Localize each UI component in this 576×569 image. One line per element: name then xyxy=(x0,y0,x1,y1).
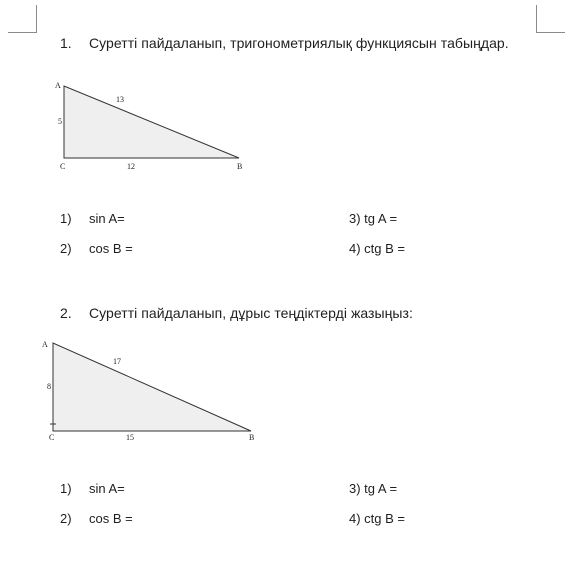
answer-label: cos B = xyxy=(89,241,133,256)
question-number: 1. xyxy=(60,35,72,51)
side-label-ab: 13 xyxy=(116,95,124,104)
vertex-label-a: A xyxy=(42,340,48,349)
answer-label: sin A= xyxy=(89,211,125,226)
answer-label: cos B = xyxy=(89,511,133,526)
question-number: 2. xyxy=(60,305,72,321)
question-text: Суретті пайдаланып, дұрыс теңдіктерді жазыңыз: xyxy=(89,305,413,321)
answer-label: sin A= xyxy=(89,481,125,496)
answer-label: 3) tg A = xyxy=(349,481,398,496)
vertex-label-c: C xyxy=(49,433,55,442)
answer-number: 2) xyxy=(60,511,72,526)
vertex-label-a: A xyxy=(55,81,61,90)
answer-number: 1) xyxy=(60,211,72,226)
question-text: Суретті пайдаланып, тригонометриялық функциясын табыңдар. xyxy=(89,35,509,51)
side-label-cb: 12 xyxy=(127,162,135,171)
right-triangle xyxy=(53,343,251,431)
answer-label: 4) ctg B = xyxy=(349,511,405,526)
answer-label: 3) tg A = xyxy=(349,211,398,226)
vertex-label-b: B xyxy=(237,162,243,171)
side-label-ac: 5 xyxy=(58,117,62,126)
side-label-ab: 17 xyxy=(113,357,121,366)
side-label-cb: 15 xyxy=(126,433,134,442)
vertex-label-c: C xyxy=(60,162,66,171)
vertex-label-b: B xyxy=(249,433,255,442)
answer-number: 1) xyxy=(60,481,72,496)
answer-number: 2) xyxy=(60,241,72,256)
answer-label: 4) ctg B = xyxy=(349,241,405,256)
side-label-ac: 8 xyxy=(47,382,51,391)
